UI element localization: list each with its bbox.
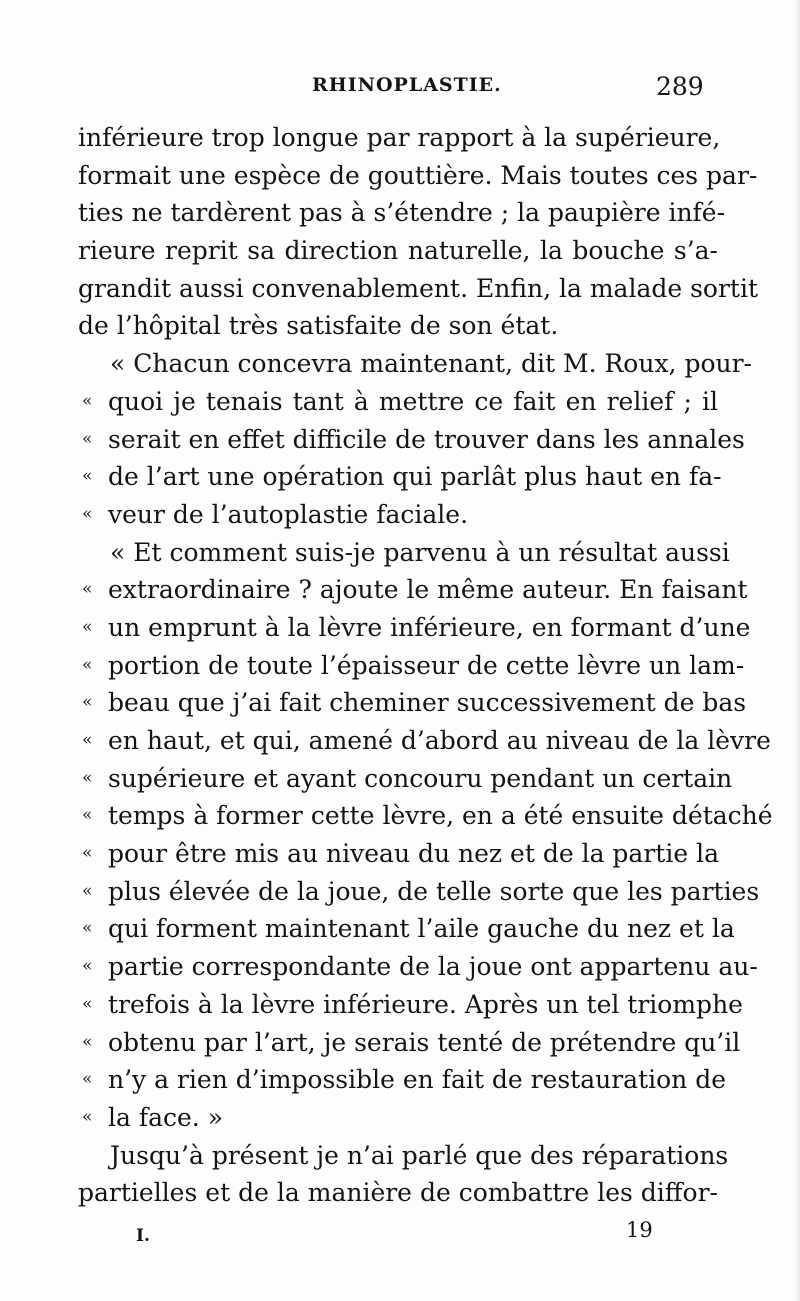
quote-mark: « [82,428,93,449]
quote-mark: « [82,918,93,939]
running-title: RHINOPLASTIE. [312,74,502,96]
text-line-content: partielles et de la manière de combattre les diffor- [78,1178,718,1208]
text-line [78,797,773,835]
page-footer [0,1218,800,1252]
text-line-content: portion de toute l’épaisseur de cette lèvre un lam- [108,650,745,680]
text-line-content: un emprunt à la lèvre inférieure, en formant d’une [108,612,751,642]
text-line [78,458,722,496]
text-line-content: obtenu par l’art, je serais tenté de prétendre qu’il [108,1027,741,1057]
text-line-content: serait en effet difficile de trouver dans les annales [108,424,745,454]
text-line-content: de l’art une opération qui parlât plus haut en fa- [108,462,722,492]
text-line [78,307,718,345]
text-line-content: supérieure et ayant concouru pendant un certain [108,763,733,793]
text-line-content: « Chacun concevra maintenant, dit M. Roux, pour- [110,349,753,379]
text-line [78,873,760,911]
quote-mark: « [82,805,93,826]
text-line [78,270,759,308]
text-line [78,948,758,986]
text-line-content: pour être mis au niveau du nez et de la partie la [108,839,719,869]
text-line [78,1137,729,1175]
text-line-content: extraordinaire ? ajoute le même auteur. En faisant [108,575,748,605]
page-number: 289 [656,72,704,101]
quote-mark: « [82,880,93,901]
text-line [78,383,718,421]
text-line-content: n’y a rien d’impossible en fait de restauration de [108,1065,727,1095]
text-line-content: ties ne tardèrent pas à s’étendre ; la paupière infé- [78,198,726,228]
text-line-content: « Et comment suis-je parvenu à un résultat aussi [110,537,730,567]
text-line [78,1174,718,1212]
text-line [78,421,745,459]
text-line [78,571,748,609]
text-line-content: quoi je tenais tant à mettre ce fait en relief ; il [108,386,718,416]
text-line [78,760,733,798]
quote-mark: « [82,730,93,750]
text-line [78,647,745,685]
text-line [78,722,771,760]
text-line-content: la face. » [108,1102,223,1132]
body-text [78,119,773,1212]
text-line-content: beau que j’ai fait cheminer successivement de bas [108,688,747,718]
quote-mark: « [82,616,93,637]
text-line [78,609,751,647]
text-line [78,986,743,1024]
quote-mark: « [82,1106,93,1127]
signature-mark-left: I. [136,1226,150,1246]
text-line-content: en haut, et qui, amené d’abord au niveau de la lèvre [108,726,771,755]
text-line [78,534,730,572]
quote-mark: « [82,1031,93,1052]
text-line-content: partie correspondante de la joue ont appartenu au- [108,952,758,982]
page-edge-shadow [794,0,800,1301]
quote-mark: « [82,1069,93,1090]
text-line-content: grandit aussi convenablement. Enfin, la malade sortit [78,273,759,303]
quote-mark: « [82,692,93,713]
text-line-content: de l’hôpital très satisfaite de son état. [78,311,559,341]
text-line-content: inférieure trop longue par rapport à la supérieure, [78,123,721,152]
quote-mark: « [82,390,93,411]
quote-mark: « [82,466,93,487]
text-line [78,194,726,232]
quote-mark: « [82,843,93,864]
text-line [78,345,753,383]
quote-mark: « [82,654,93,675]
text-line [78,232,718,270]
text-line [78,835,718,873]
quote-mark: « [82,503,93,524]
text-line [78,1099,718,1137]
text-line-content: veur de l’autoplastie faciale. [108,499,469,529]
text-line [78,119,721,157]
text-line [78,1061,727,1099]
text-line [78,157,758,195]
text-line-content: plus élevée de la joue, de telle sorte que les parties [108,876,760,906]
signature-mark-right: 19 [626,1218,653,1242]
text-line-content: temps à former cette lèvre, en a été ensuite détaché [108,801,773,831]
text-line [78,684,747,722]
quote-mark: « [82,767,93,788]
text-line-content: trefois à la lèvre inférieure. Après un tel triomphe [108,989,743,1019]
text-line-content: formait une espèce de gouttière. Mais toutes ces par- [78,160,758,190]
text-line [78,1024,741,1062]
quote-mark: « [82,956,93,977]
text-line [78,910,735,948]
quote-mark: « [82,579,93,600]
quote-mark: « [82,993,93,1014]
text-line-content: rieure reprit sa direction naturelle, la bouche s’a- [78,236,718,266]
text-line [78,496,718,534]
text-line-content: Jusqu’à présent je n’ai parlé que des réparations [110,1140,729,1170]
text-line-content: qui forment maintenant l’aile gauche du nez et la [108,914,735,944]
page-header [0,72,800,106]
